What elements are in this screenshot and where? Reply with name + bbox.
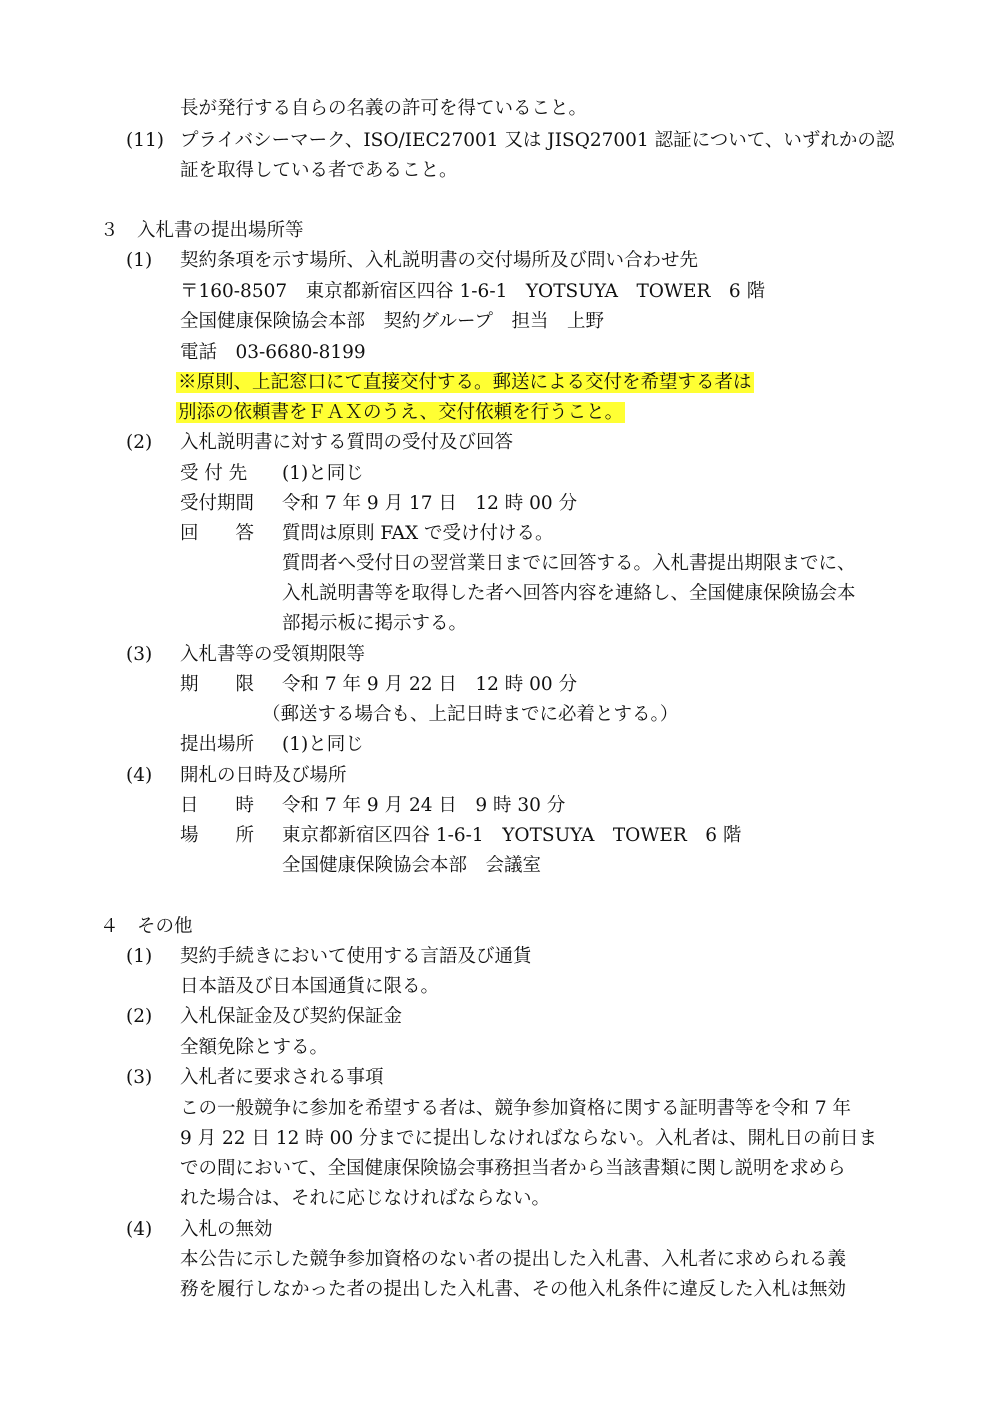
row-note: （郵送する場合も、上記日時までに必着とする。） (262, 704, 679, 725)
item-number: (4) (126, 1219, 153, 1240)
item-body: 全額免除とする。 (180, 1037, 329, 1058)
item-title: 入札の無効 (180, 1219, 273, 1240)
item-body: 本公告に示した競争参加資格のない者の提出した入札書、入札者に求められる義 (180, 1249, 847, 1270)
item-text: 証を取得している者であること。 (180, 160, 458, 181)
highlighted-note (176, 368, 754, 398)
item-number: (4) (126, 765, 153, 786)
row-label: 場 所 (180, 825, 255, 846)
row-label: 期 限 (180, 674, 255, 695)
item-title: 契約条項を示す場所、入札説明書の交付場所及び問い合わせ先 (180, 250, 699, 271)
continuation-line: 長が発行する自らの名義の許可を得ていること。 (180, 98, 588, 119)
phone-line: 電話 03-6680-8199 (180, 342, 366, 363)
note-text: ※原則、上記窓口にて直接交付する。郵送による交付を希望する者は (178, 372, 752, 393)
row-value: 入札説明書等を取得した者へ回答内容を連絡し、全国健康保険協会本 (282, 583, 856, 604)
row-value: 全国健康保険協会本部 会議室 (282, 855, 542, 876)
item-number: (11) (126, 130, 164, 151)
item-number: (2) (126, 432, 153, 453)
item-body: 務を履行しなかった者の提出した入札書、その他入札条件に違反した入札は無効 (180, 1279, 847, 1300)
contact-line: 全国健康保険協会本部 契約グループ 担当 上野 (180, 311, 605, 332)
item-number: (1) (126, 250, 153, 271)
item-title: 開札の日時及び場所 (180, 765, 347, 786)
note-text: 別添の依頼書をＦＡＸのうえ、交付依頼を行うこと。 (178, 402, 624, 423)
item-text: プライバシーマーク、ISO/IEC27001 又は JISQ27001 認証について、いずれかの認 (180, 130, 895, 151)
section-heading: ３ 入札書の提出場所等 (100, 220, 304, 241)
row-value: 質問は原則 FAX で受け付ける。 (282, 523, 554, 544)
row-value: (1)と同じ (282, 734, 364, 755)
item-body: れた場合は、それに応じなければならない。 (180, 1188, 551, 1209)
address-line: 〒160-8507 東京都新宿区四谷 1-6-1 YOTSUYA TOWER 6 階 (180, 281, 766, 302)
row-value: 東京都新宿区四谷 1-6-1 YOTSUYA TOWER 6 階 (282, 825, 742, 846)
row-value: 令和 7 年 9 月 24 日 9 時 30 分 (282, 795, 566, 816)
item-title: 契約手続きにおいて使用する言語及び通貨 (180, 946, 532, 967)
section-heading: ４ その他 (100, 916, 193, 937)
row-label: 回 答 (180, 523, 255, 544)
item-body: 9 月 22 日 12 時 00 分までに提出しなければならない。入札者は、開札日の前日ま (180, 1128, 878, 1149)
row-label: 受付期間 (180, 493, 255, 514)
item-number: (2) (126, 1006, 153, 1027)
item-body: 日本語及び日本国通貨に限る。 (180, 976, 440, 997)
item-number: (1) (126, 946, 153, 967)
item-body: この一般競争に参加を希望する者は、競争参加資格に関する証明書等を令和 7 年 (180, 1098, 852, 1119)
item-number: (3) (126, 1067, 153, 1088)
row-value: 令和 7 年 9 月 17 日 12 時 00 分 (282, 493, 578, 514)
row-label: 日 時 (180, 795, 255, 816)
row-value: 質問者へ受付日の翌営業日までに回答する。入札書提出期限までに、 (282, 553, 856, 574)
row-label: 提出場所 (180, 734, 255, 755)
item-number: (3) (126, 644, 153, 665)
row-value: (1)と同じ (282, 463, 364, 484)
item-body: での間において、全国健康保険協会事務担当者から当該書類に関し説明を求めら (180, 1158, 846, 1179)
row-value: 部掲示板に掲示する。 (282, 613, 468, 634)
row-label: 受 付 先 (180, 463, 248, 484)
highlighted-note (176, 398, 625, 428)
item-title: 入札説明書に対する質問の受付及び回答 (180, 432, 514, 453)
item-title: 入札書等の受領期限等 (180, 644, 366, 665)
item-title: 入札保証金及び契約保証金 (180, 1006, 403, 1027)
item-title: 入札者に要求される事項 (180, 1067, 384, 1088)
row-value: 令和 7 年 9 月 22 日 12 時 00 分 (282, 674, 578, 695)
